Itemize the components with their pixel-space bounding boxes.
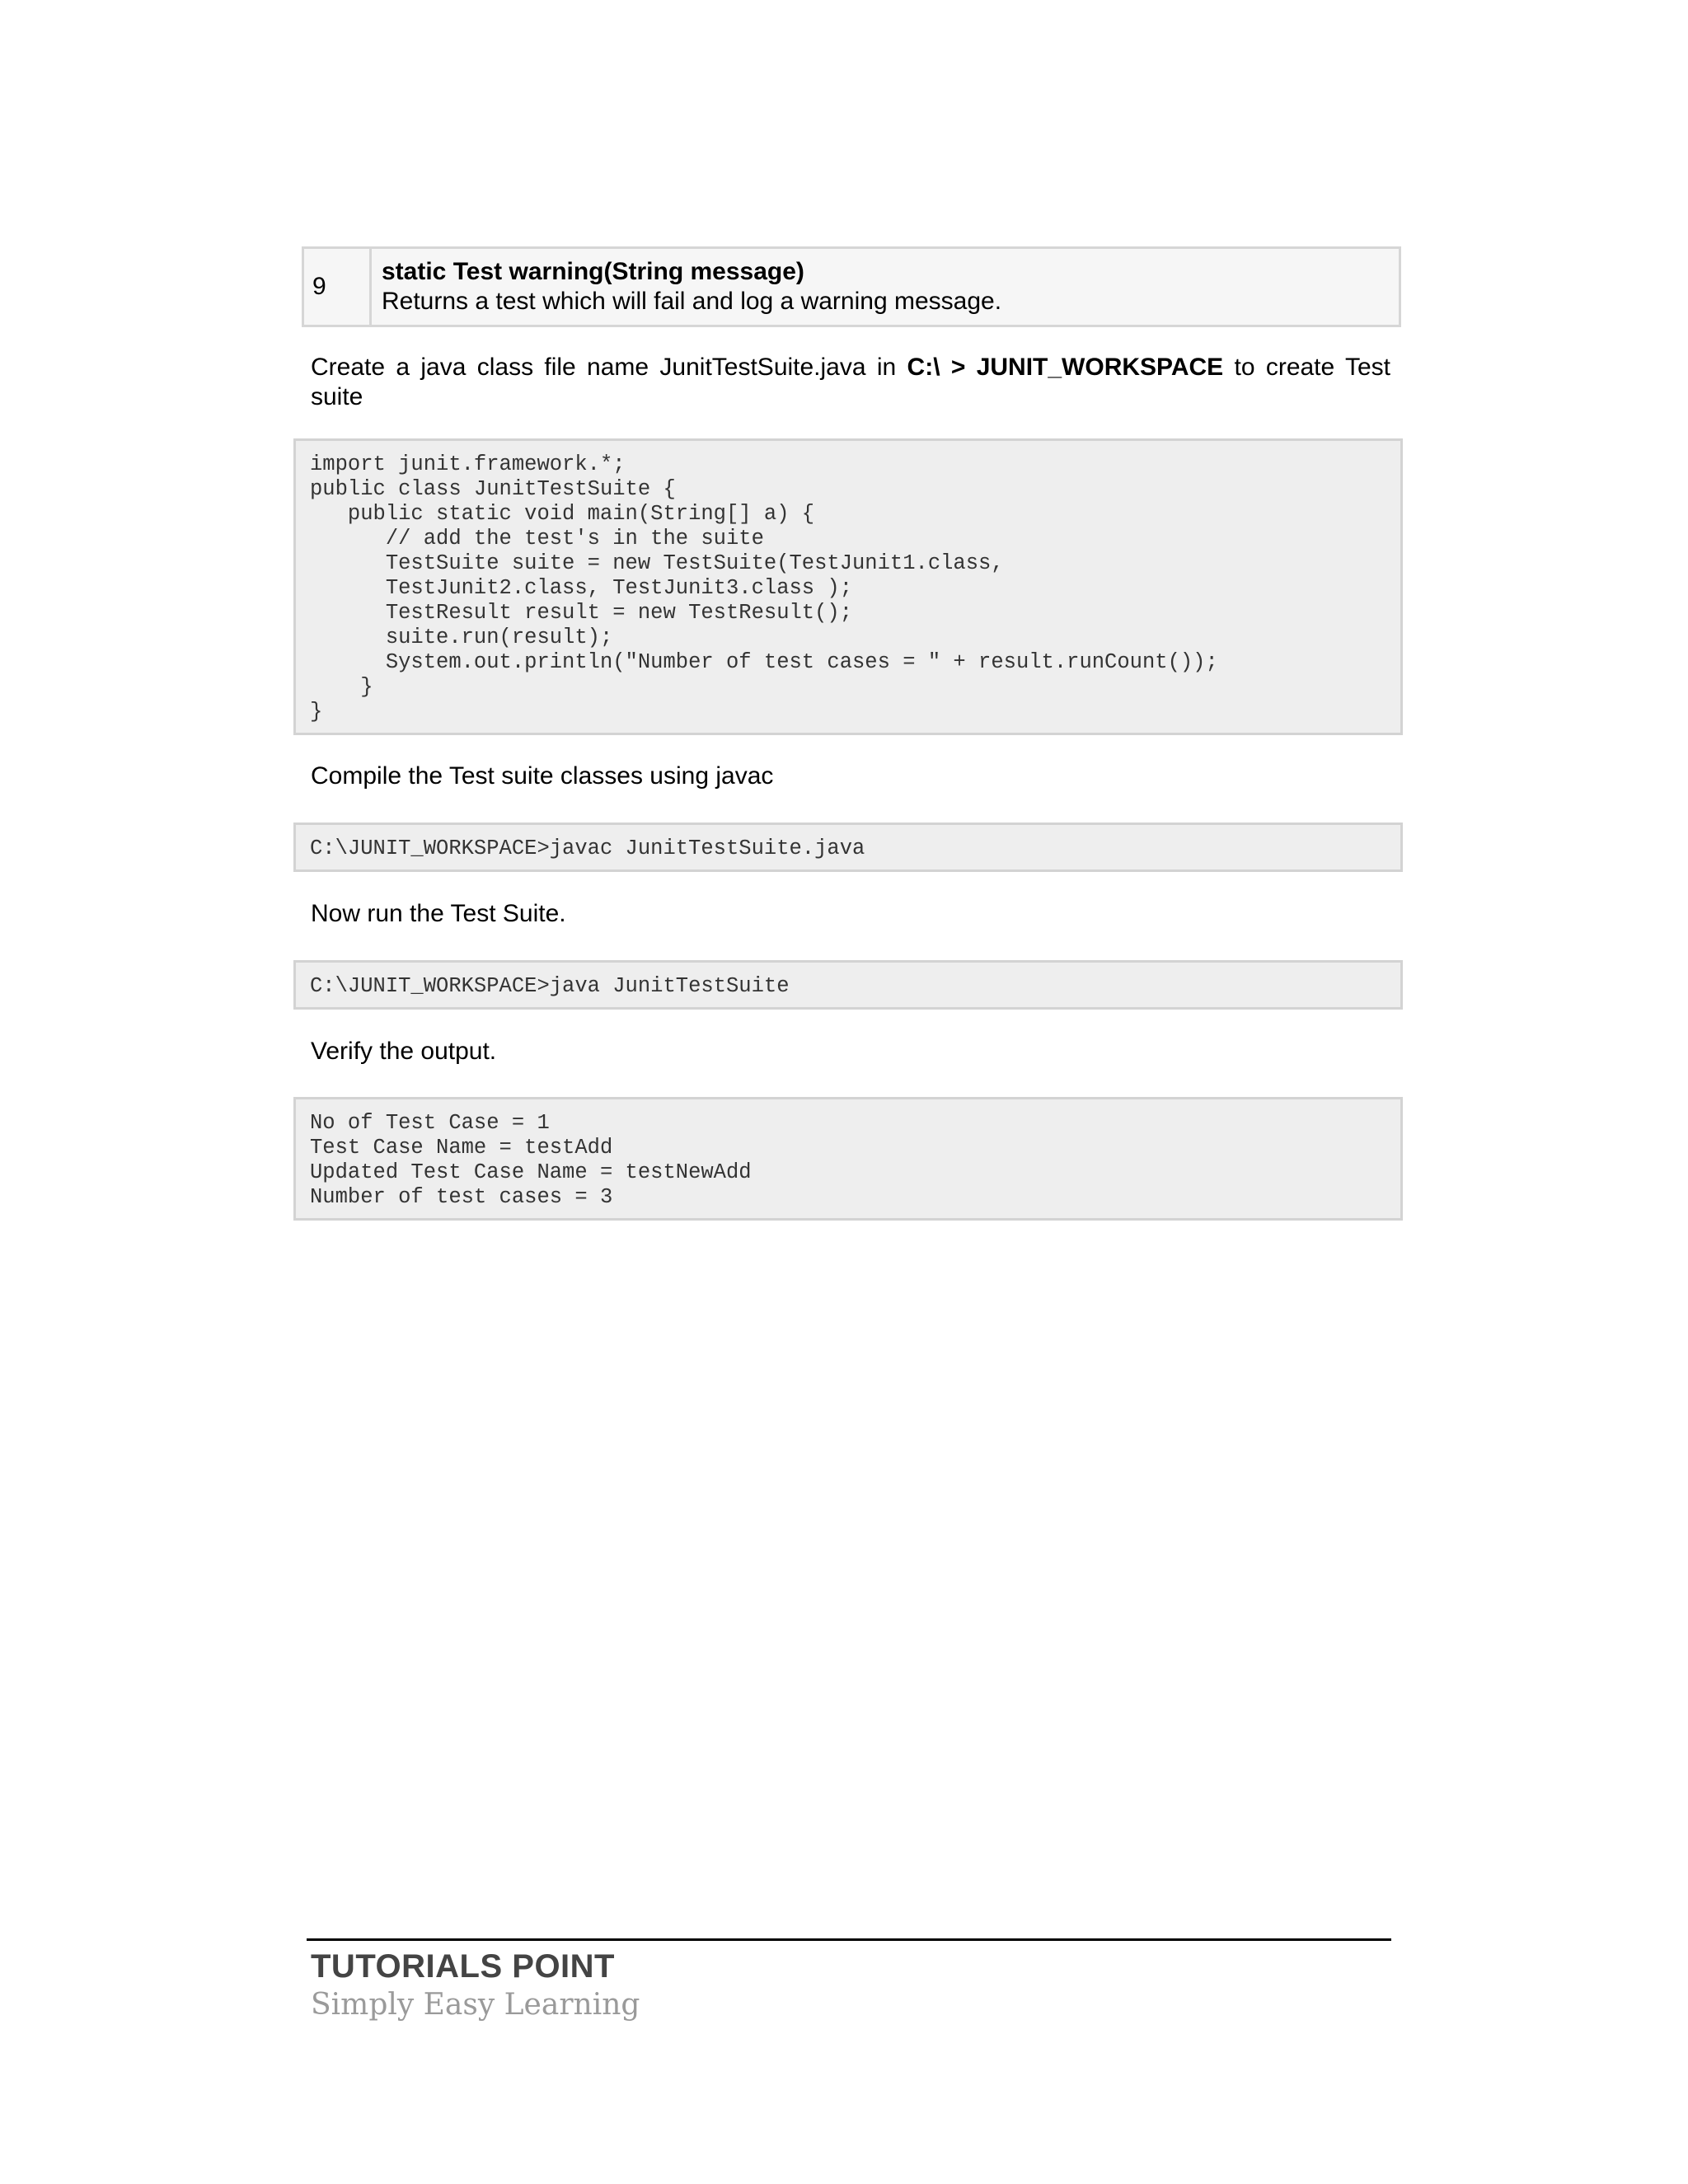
code-line: public class JunitTestSuite { [310,477,676,501]
footer-divider [307,1938,1391,1941]
code-line: TestResult result = new TestResult(); [310,601,853,625]
code-line: C:\JUNIT_WORKSPACE>java JunitTestSuite [310,974,790,998]
code-line: Test Case Name = testAdd [310,1136,613,1160]
intro-text-after: to create Test suite [311,354,1391,410]
footer-brand: TUTORIALS POINT [311,1948,615,1985]
method-number: 9 [304,249,372,325]
intro-paragraph [311,353,1390,412]
code-line: No of Test Case = 1 [310,1111,550,1135]
code-line: C:\JUNIT_WORKSPACE>javac JunitTestSuite.java [310,837,865,860]
method-signature: static Test warning(String message) [382,258,804,285]
intro-path: C:\ > JUNIT_WORKSPACE [907,354,1224,381]
method-cell [372,249,1001,325]
code-line: TestJunit2.class, TestJunit3.class ); [310,576,853,600]
code-line: // add the test's in the suite [310,527,764,551]
code-line: import junit.framework.*; [310,452,626,476]
verify-paragraph: Verify the output. [311,1038,497,1065]
code-block-output [293,1097,1403,1221]
run-paragraph: Now run the Test Suite. [311,900,566,927]
code-line: Updated Test Case Name = testNewAdd [310,1160,752,1184]
code-line: } [310,675,373,699]
code-line: TestSuite suite = new TestSuite(TestJunit1.class, [310,551,1004,575]
code-line: public static void main(String[] a) { [310,502,815,526]
code-line: System.out.println("Number of test cases = " + result.runCount()); [310,650,1218,674]
method-description: Returns a test which will fail and log a warning message. [382,288,1002,315]
code-line: } [310,700,323,724]
compile-paragraph: Compile the Test suite classes using javac [311,762,774,790]
code-line: Number of test cases = 3 [310,1185,613,1209]
intro-text-before: Create a java class file name JunitTestSuite.java in [311,354,907,381]
code-line: suite.run(result); [310,626,613,649]
code-block-compile [293,823,1403,872]
footer-tagline: Simply Easy Learning [311,1988,640,2022]
code-block-suite [293,438,1403,735]
method-table-row [302,246,1401,327]
code-block-run [293,960,1403,1010]
